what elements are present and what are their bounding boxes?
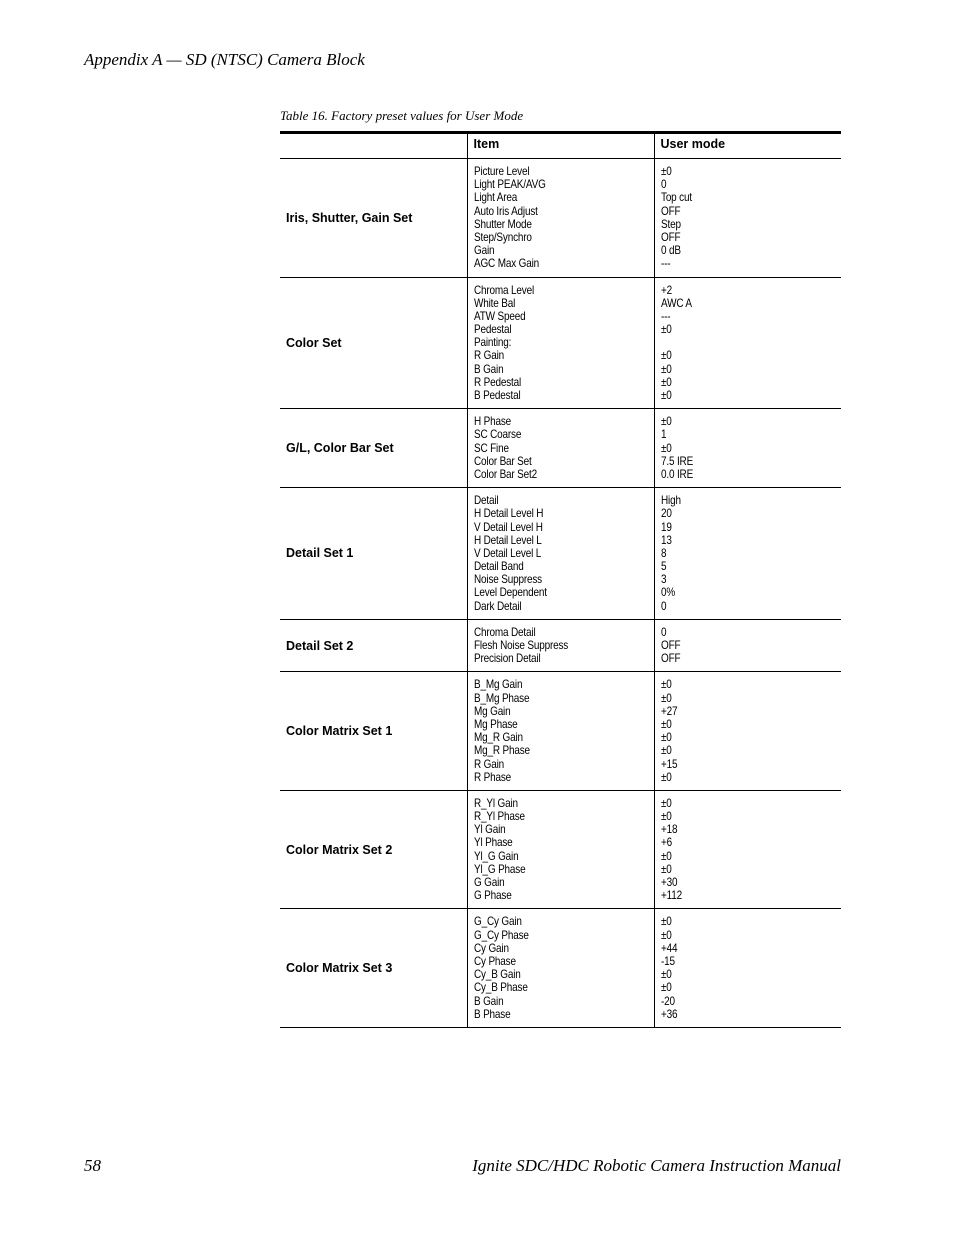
item-label: Precision Detail	[473, 652, 541, 666]
item-list	[467, 409, 654, 488]
item-label: R Phase	[473, 770, 511, 784]
item-label: Light Area	[473, 191, 517, 205]
item-label: B_Mg Phase	[473, 691, 529, 705]
group-name: Detail Set 1	[280, 488, 467, 620]
item-label: Yl_G Gain	[473, 849, 518, 863]
user-mode-value: +6	[660, 836, 672, 850]
table-row	[280, 488, 841, 620]
user-mode-value: ±0	[660, 678, 672, 692]
item-label: SC Coarse	[473, 428, 521, 442]
item-label: Mg Gain	[473, 704, 510, 718]
item-label: G_Cy Gain	[473, 915, 522, 929]
item-label: Cy_B Gain	[473, 968, 521, 982]
value-list	[654, 159, 841, 278]
table-row	[280, 672, 841, 791]
table-row	[280, 409, 841, 488]
user-mode-value: ±0	[660, 796, 672, 810]
table-row	[280, 159, 841, 278]
item-label: ATW Speed	[473, 309, 525, 323]
value-list	[654, 909, 841, 1028]
user-mode-value: 13	[660, 533, 672, 547]
value-list	[654, 409, 841, 488]
user-mode-value: ±0	[660, 731, 672, 745]
item-label: Pedestal	[473, 323, 511, 337]
user-mode-value: 5	[660, 560, 666, 574]
value-list	[654, 277, 841, 409]
item-label: Chroma Level	[473, 283, 534, 297]
user-mode-value: ±0	[660, 968, 672, 982]
user-mode-value: +44	[660, 941, 677, 955]
item-label: Cy_B Phase	[473, 981, 528, 995]
user-mode-value: 1	[660, 428, 666, 442]
item-label: Shutter Mode	[473, 217, 532, 231]
running-head: Appendix A — SD (NTSC) Camera Block	[84, 50, 365, 69]
item-label: Yl Phase	[473, 836, 513, 850]
user-mode-value: +112	[660, 889, 682, 903]
user-mode-value: 0	[660, 625, 666, 639]
item-label: Color Bar Set2	[473, 467, 537, 481]
user-mode-value: ±0	[660, 691, 672, 705]
user-mode-value	[661, 336, 811, 349]
item-label: Mg_R Gain	[473, 731, 523, 745]
item-label: Detail Band	[473, 560, 524, 574]
item-label: Step/Synchro	[473, 230, 532, 244]
user-mode-value: +27	[660, 704, 677, 718]
group-name: Color Matrix Set 2	[280, 790, 467, 909]
item-list	[467, 672, 654, 791]
item-label: R Gain	[473, 349, 504, 363]
item-label: B Phase	[473, 1007, 510, 1021]
user-mode-value: ±0	[660, 389, 672, 402]
group-name: Color Matrix Set 3	[280, 909, 467, 1028]
item-label: Mg Phase	[473, 717, 518, 731]
item-label: Mg_R Phase	[473, 744, 530, 758]
item-label: Color Bar Set	[473, 454, 532, 468]
group-name: Color Set	[280, 277, 467, 409]
item-list	[467, 488, 654, 620]
user-mode-value: ±0	[660, 362, 672, 376]
user-mode-value: 0	[660, 599, 666, 613]
user-mode-value: 0.0 IRE	[660, 467, 693, 481]
user-mode-value: OFF	[660, 639, 680, 652]
item-label: Chroma Detail	[473, 625, 535, 639]
item-label: Picture Level	[473, 165, 529, 178]
item-label: Cy Gain	[473, 941, 509, 955]
value-list	[654, 488, 841, 620]
item-label: Painting:	[473, 336, 511, 350]
item-label: R_Yl Gain	[473, 796, 518, 810]
item-label: H Phase	[473, 415, 511, 429]
value-list	[654, 672, 841, 791]
user-mode-value: Step	[660, 217, 681, 231]
item-label: V Detail Level H	[473, 520, 543, 534]
table-row	[280, 619, 841, 672]
value-list	[654, 790, 841, 909]
item-label: H Detail Level L	[473, 533, 542, 547]
item-label: B Gain	[473, 362, 503, 376]
user-mode-value: High	[660, 494, 681, 508]
user-mode-value: 0	[660, 178, 666, 192]
user-mode-value: ±0	[660, 915, 672, 929]
item-label: AGC Max Gain	[473, 257, 539, 271]
user-mode-value: ---	[660, 309, 670, 323]
user-mode-value: ±0	[660, 981, 672, 995]
user-mode-value: ±0	[660, 441, 672, 455]
column-header-user-mode: User mode	[654, 133, 841, 159]
item-label: Yl_G Phase	[473, 862, 525, 876]
item-label: B_Mg Gain	[473, 678, 522, 692]
user-mode-value: 20	[660, 507, 672, 521]
user-mode-value: OFF	[660, 230, 680, 244]
user-mode-value: 0%	[660, 586, 675, 600]
item-label: Light PEAK/AVG	[473, 178, 546, 192]
table-caption: Table 16. Factory preset values for User Mode	[280, 108, 524, 123]
user-mode-value: OFF	[660, 652, 680, 666]
item-label: Detail	[473, 494, 498, 508]
user-mode-value: +30	[660, 876, 677, 889]
column-header-group	[280, 133, 467, 159]
user-mode-value: ±0	[660, 810, 672, 824]
user-mode-value: ±0	[660, 323, 672, 337]
item-label: Cy Phase	[473, 954, 516, 968]
user-mode-value: AWC A	[660, 296, 692, 310]
table-row	[280, 277, 841, 409]
group-name: Detail Set 2	[280, 619, 467, 672]
item-label: R Pedestal	[473, 375, 521, 389]
item-label: Level Dependent	[473, 586, 547, 600]
user-mode-value: Top cut	[660, 191, 692, 205]
user-mode-value: ±0	[660, 928, 672, 942]
user-mode-value: OFF	[660, 204, 680, 218]
item-label: SC Fine	[473, 441, 509, 455]
item-list	[467, 159, 654, 278]
user-mode-value: 19	[660, 520, 672, 534]
user-mode-value: ±0	[660, 849, 672, 863]
item-list	[467, 619, 654, 672]
group-name: Color Matrix Set 1	[280, 672, 467, 791]
item-label: R_Yl Phase	[473, 810, 525, 824]
user-mode-value: 3	[660, 573, 666, 587]
item-list	[467, 790, 654, 909]
item-label: Yl Gain	[473, 823, 505, 837]
column-header-item: Item	[467, 133, 654, 159]
item-label: B Pedestal	[473, 389, 521, 402]
user-mode-value: ±0	[660, 349, 672, 363]
table-row	[280, 909, 841, 1028]
user-mode-value: ±0	[660, 744, 672, 758]
item-label: H Detail Level H	[473, 507, 543, 521]
manual-title: Ignite SDC/HDC Robotic Camera Instruction Manual	[472, 1156, 841, 1175]
item-label: V Detail Level L	[473, 546, 541, 560]
user-mode-value: 7.5 IRE	[660, 454, 693, 468]
user-mode-value: +18	[660, 823, 677, 837]
item-label: G Gain	[473, 876, 505, 889]
user-mode-value: ---	[660, 257, 670, 271]
item-list	[467, 909, 654, 1028]
item-label: Gain	[473, 244, 494, 258]
preset-values-table	[280, 131, 841, 1028]
item-label: Noise Suppress	[473, 573, 542, 587]
item-list	[467, 277, 654, 409]
item-label: R Gain	[473, 757, 504, 771]
user-mode-value: ±0	[660, 770, 672, 784]
item-label: Dark Detail	[473, 599, 521, 613]
user-mode-value: -15	[660, 954, 675, 968]
user-mode-value: 0 dB	[660, 244, 681, 258]
table-header-row	[280, 133, 841, 159]
group-name: Iris, Shutter, Gain Set	[280, 159, 467, 278]
user-mode-value: +15	[660, 757, 677, 771]
user-mode-value: ±0	[660, 415, 672, 429]
user-mode-value: ±0	[660, 862, 672, 876]
table-row	[280, 790, 841, 909]
user-mode-value: +2	[660, 283, 672, 297]
item-label: G_Cy Phase	[473, 928, 529, 942]
item-label: G Phase	[473, 889, 512, 903]
table-body	[280, 159, 841, 1028]
group-name: G/L, Color Bar Set	[280, 409, 467, 488]
page-number: 58	[84, 1156, 101, 1175]
user-mode-value: +36	[660, 1007, 677, 1021]
value-list	[654, 619, 841, 672]
user-mode-value: ±0	[660, 165, 672, 178]
user-mode-value: -20	[660, 994, 675, 1008]
item-label: Flesh Noise Suppress	[473, 639, 568, 652]
user-mode-value: 8	[660, 546, 666, 560]
item-label: Auto Iris Adjust	[473, 204, 538, 218]
user-mode-value: ±0	[660, 375, 672, 389]
item-label: B Gain	[473, 994, 503, 1008]
item-label: White Bal	[473, 296, 515, 310]
user-mode-value: ±0	[660, 717, 672, 731]
